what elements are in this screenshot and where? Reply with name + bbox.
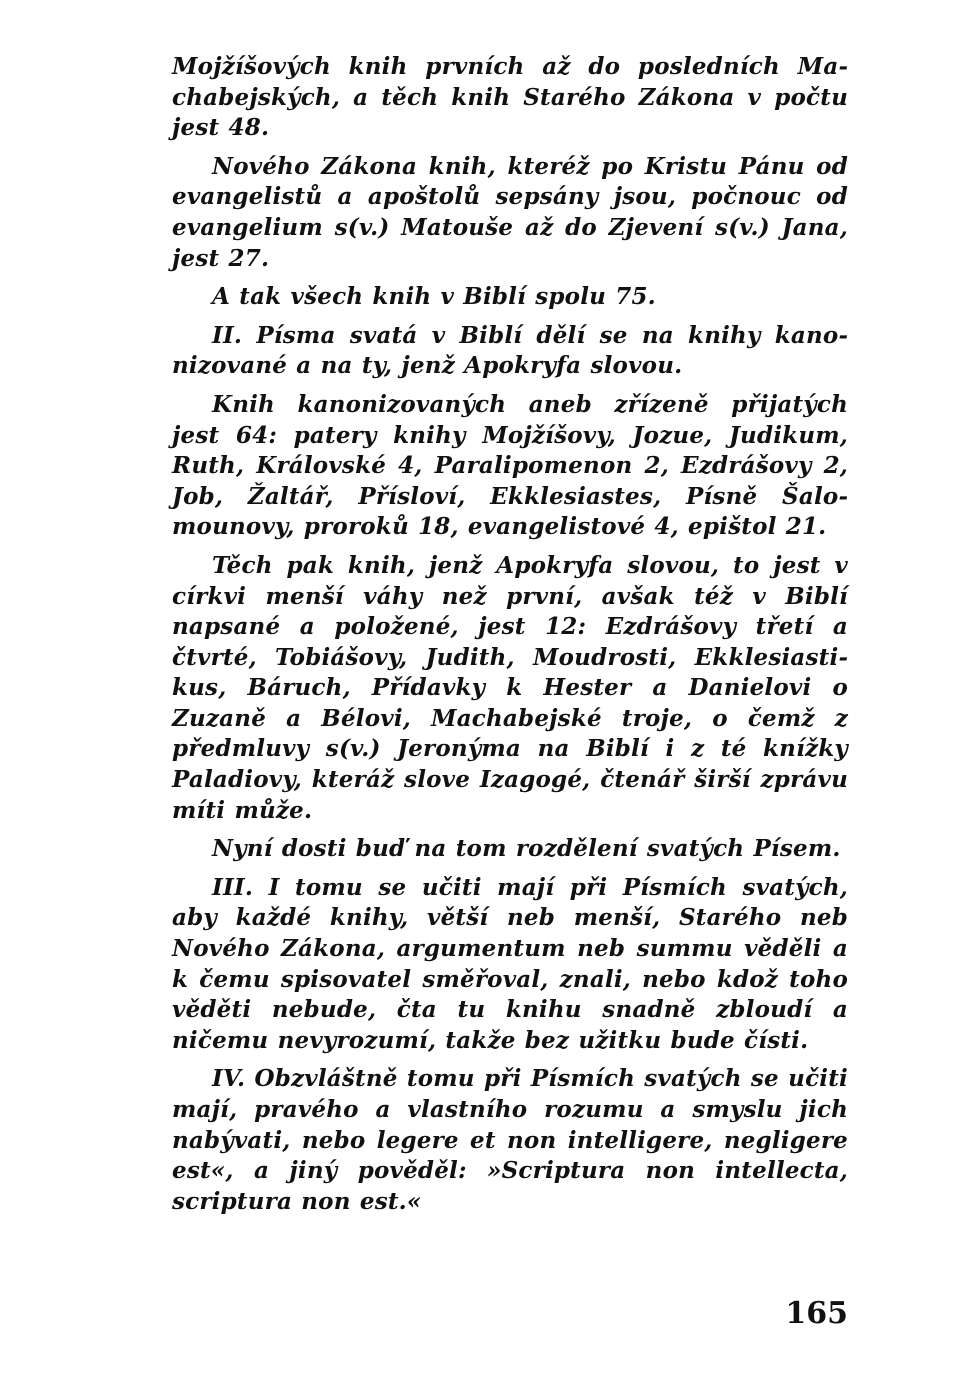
paragraph-6: Těch pak knih, jenž Apokryfa slovou, to jest v církvi menší váhy než první, avšak též v Biblí napsané a položené, jest 12: Ezdrášovy třetí a čtvrté, Tobiášovy, Judith, Moudrosti, Ekklesiastikus, Báruch, Přídavky k Hester a Danielovi o Zuzaně a Bélovi, Machabejské troje, o čemž z předmluvy s(v.) Jeronýma na Biblí i z té knížky Paladiovy, kteráž slove Izagogé, čtenář širší zprávu míti může. bbox=[172, 551, 848, 824]
page-number: 165 bbox=[785, 1296, 848, 1331]
paragraph-3: A tak všech knih v Biblí spolu 75. bbox=[212, 283, 656, 311]
paragraph-5: Knih kanonizovaných aneb zřízeně přijatých jest 64: patery knihy Mojžíšovy, Jozue, Judikum, Ruth, Královské 4, Paralipomenon 2, Ezdrášovy 2, Job, Žaltář, Přísloví, Ekklesiastes, Písně Šalomounovy, proroků 18, evangelistové 4, epištol 21. bbox=[172, 390, 848, 541]
paragraph-1: Mojžíšových knih prvních až do posledních Machabejských, a těch knih Starého Zákona v počtu jest 48. bbox=[172, 53, 848, 142]
paragraph-9: IV. Obzvláštně tomu při Písmích svatých se učiti mají, pravého a vlastního rozumu a smyslu jich nabývati, nebo legere et non intelligere, negligere est«, a jiný pověděl: »Scriptura non intellecta, scriptura non est.« bbox=[172, 1065, 848, 1215]
paragraph-7: Nyní dosti buď na tom rozdělení svatých Písem. bbox=[212, 835, 841, 863]
paragraph-8: III. I tomu se učiti mají při Písmích svatých, aby každé knihy, větší neb menší, Starého neb Nového Zákona, argumentum neb summu věděli a k čemu spisovatel směřoval, znali, nebo kdož toho věděti nebude, čta tu knihu snadně zbloudí a ničemu nevyrozumí, takže bez užitku bude čísti. bbox=[172, 873, 848, 1054]
paragraph-4: II. Písma svatá v Biblí dělí se na knihy kanonizované a na ty, jenž Apokryfa slovou. bbox=[172, 321, 848, 380]
paragraph-2: Nového Zákona knih, kteréž po Kristu Pánu od evangelistů a apoštolů sepsány jsou, počnouc od evangelium s(v.) Matouše až do Zjevení s(v.) Jana, jest 27. bbox=[172, 152, 848, 272]
page-text bbox=[172, 52, 848, 1225]
